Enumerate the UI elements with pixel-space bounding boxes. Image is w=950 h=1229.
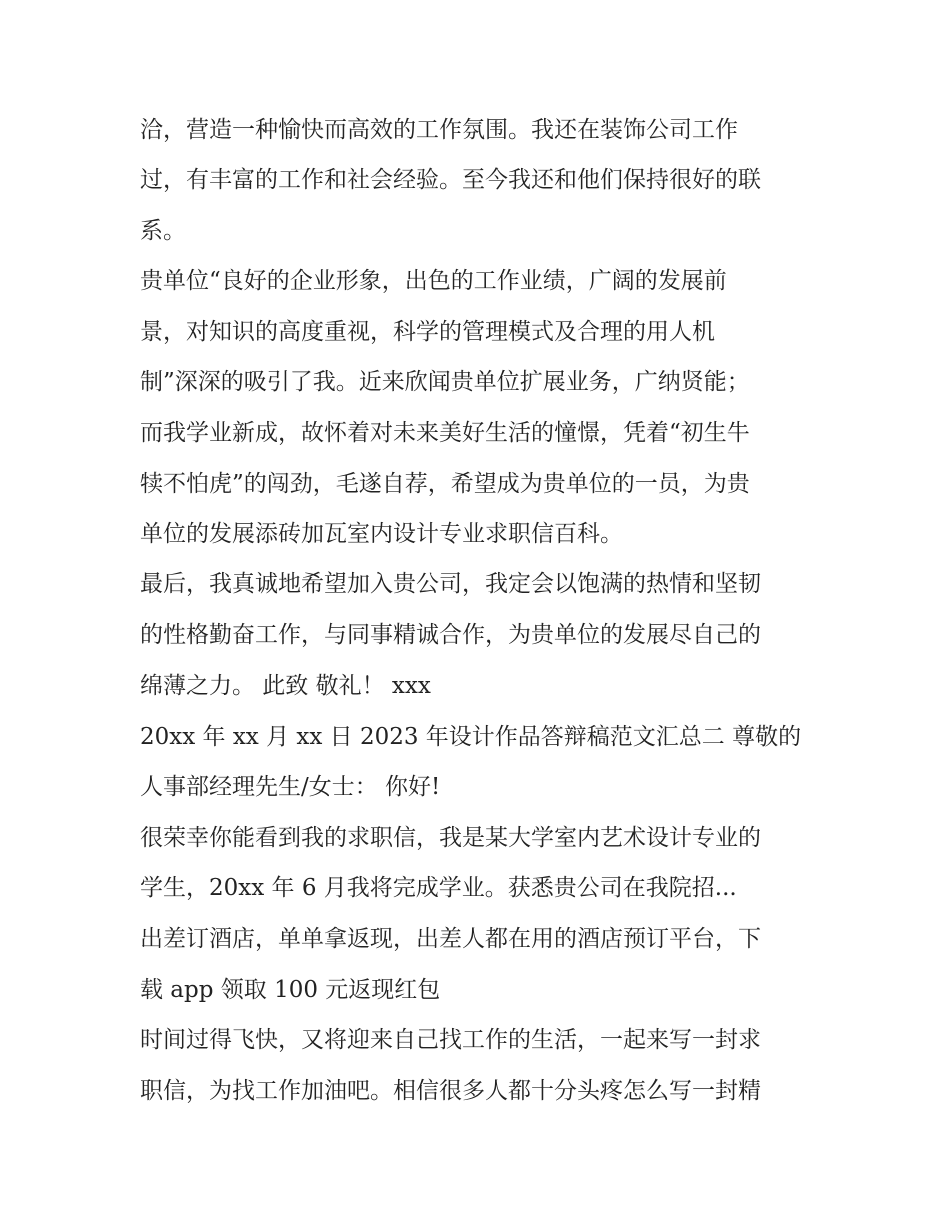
text-line: 系。: [140, 218, 186, 244]
text-line: 贵单位“良好的企业形象，出色的工作业绩，广阔的发展前: [140, 268, 727, 294]
text-line: 而我学业新成，故怀着对未来美好生活的憧憬，凭着“初生牛: [140, 420, 750, 446]
text-line: 景，对知识的高度重视，科学的管理模式及合理的用人机: [140, 319, 715, 345]
text-line: 很荣幸你能看到我的求职信，我是某大学室内艺术设计专业的: [140, 825, 761, 851]
text-line: 20xx 年 xx 月 xx 日 2023 年设计作品答辩稿范文汇总二 尊敬的: [140, 724, 802, 750]
text-line: 载 app 领取 100 元返现红包: [140, 977, 441, 1003]
text-line: 绵薄之力。 此致 敬礼！ xxx: [140, 673, 431, 699]
text-line: 过，有丰富的工作和社会经验。至今我还和他们保持很好的联: [140, 167, 761, 193]
text-line: 人事部经理先生/女士： 你好!: [140, 774, 441, 800]
text-line: 单位的发展添砖加瓦室内设计专业求职信百科。: [140, 521, 623, 547]
text-line: 最后，我真诚地希望加入贵公司，我定会以饱满的热情和坚韧: [140, 571, 761, 597]
text-line: 犊不怕虎”的闯劲，毛遂自荐，希望成为贵单位的一员，为贵: [140, 471, 750, 497]
text-line: 职信，为找工作加油吧。相信很多人都十分头疼怎么写一封精: [140, 1078, 761, 1104]
text-line: 制”深深的吸引了我。近来欣闻贵单位扩展业务，广纳贤能；: [140, 369, 750, 395]
text-line: 学生，20xx 年 6 月我将完成学业。获悉贵公司在我院招...: [140, 875, 737, 901]
text-line: 时间过得飞快，又将迎来自己找工作的生活，一起来写一封求: [140, 1027, 761, 1053]
text-line: 洽，营造一种愉快而高效的工作氛围。我还在装饰公司工作: [140, 117, 738, 143]
text-line: 出差订酒店，单单拿返现，出差人都在用的酒店预订平台，下: [140, 926, 761, 952]
text-line: 的性格勤奋工作，与同事精诚合作，为贵单位的发展尽自己的: [140, 622, 761, 648]
